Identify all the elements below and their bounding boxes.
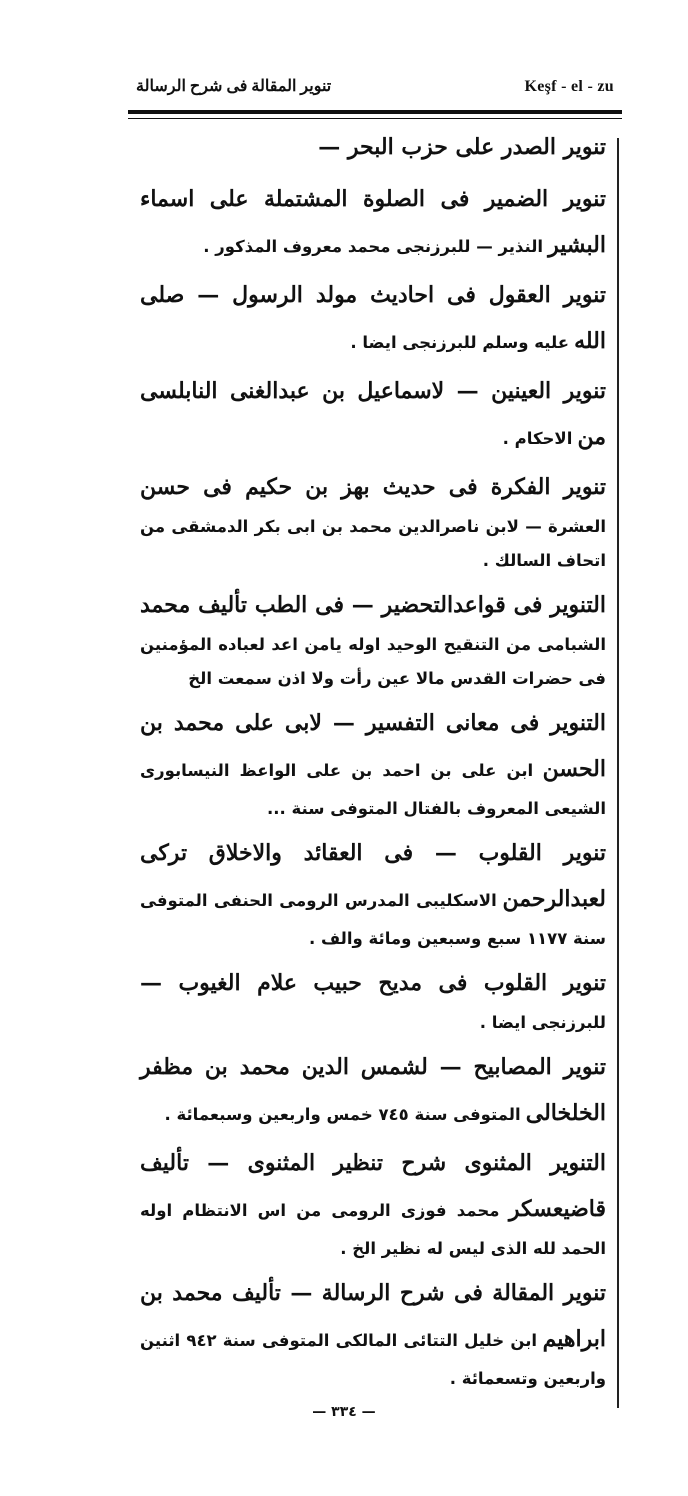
entry-description: للبرزنجى ايضا . bbox=[479, 1013, 606, 1032]
entry bbox=[140, 176, 606, 268]
running-title: تنوير المقالة فى شرح الرسالة bbox=[136, 78, 332, 95]
entry-title: تنوير المقالة فى شرح الرسالة — تأليف محمد بن ابراهيم bbox=[140, 1280, 606, 1352]
entry-title: تنوير القلوب — فى العقائد والاخلاق تركى لعبدالرحمن bbox=[140, 840, 606, 912]
page-header bbox=[128, 68, 622, 108]
entry bbox=[140, 272, 606, 364]
entry-title: تنوير القلوب فى مديح حبيب علام الغيوب — bbox=[140, 970, 606, 996]
margin-line bbox=[617, 138, 619, 1408]
entry-description: الاسكليبى المدرس الرومى الحنفى المتوفى سنة ١١٧٧ سبع وسبعين ومائة والف . bbox=[140, 891, 606, 948]
entry bbox=[140, 124, 606, 172]
entry-title: تنوير العينين — لاسماعيل بن عبدالغنى النابلسى من bbox=[140, 378, 606, 450]
entry-title: تنوير الفكرة فى حديث بهز بن حكيم فى حسن bbox=[140, 474, 606, 500]
entry-description: النذير — للبرزنجى محمد معروف المذكور . bbox=[203, 237, 544, 256]
entry-title: التنوير فى معانى التفسير — لابى على محمد بن الحسن bbox=[140, 710, 606, 782]
book-title: Keşf - el - zu bbox=[524, 78, 614, 95]
entry-description: عليه وسلم للبرزنجى ايضا . bbox=[350, 333, 569, 352]
entry-description: الشبامى من التنقيح الوحيد اوله يامن اعد لعباده المؤمنين فى حضرات القدس مالا عين رأت ولا اذن سمعت الخ bbox=[140, 635, 606, 688]
entry-description: المتوفى سنة ٧٤٥ خمس واربعين وسبعمائة . bbox=[164, 1105, 521, 1124]
entries-list bbox=[140, 124, 606, 1400]
entry bbox=[140, 1044, 606, 1136]
page-number: — ٣٣٤ — bbox=[312, 1404, 376, 1420]
entry-description: الاحكام . bbox=[502, 429, 573, 448]
entry bbox=[140, 368, 606, 460]
entry-title: تنوير العقول فى احاديث مولد الرسول — صلى الله bbox=[140, 282, 606, 354]
entry-description: ابن على بن احمد بن على الواعظ النيسابورى الشيعى المعروف بالفتال المتوفى سنة ... bbox=[140, 761, 606, 818]
entry-title: تنوير الضمير فى الصلوة المشتملة على اسماء البشير bbox=[140, 186, 606, 258]
entry-description: العشرة — لابن ناصرالدين محمد بن ابى بكر الدمشقى من اتحاف السالك . bbox=[140, 517, 606, 570]
entry-description: ابن خليل التتائى المالكى المتوفى سنة ٩٤٢ اثنين واربعين وتسعمائة . bbox=[140, 1331, 606, 1388]
entry bbox=[140, 464, 606, 578]
entry bbox=[140, 582, 606, 696]
entry-title: التنوير فى قواعدالتحضير — فى الطب تأليف محمد bbox=[140, 592, 606, 618]
header-rule-thick bbox=[128, 110, 622, 114]
entry bbox=[140, 830, 606, 956]
entry-title: تنوير الصدر على حزب البحر — bbox=[318, 134, 606, 160]
entry bbox=[140, 960, 606, 1040]
entry-description: محمد فوزى الرومى من اس الانتظام اوله الحمد لله الذى ليس له نظير الخ . bbox=[140, 1201, 606, 1258]
entry bbox=[140, 1270, 606, 1396]
entry bbox=[140, 1140, 606, 1266]
entry-title: تنوير المصابيح — لشمس الدين محمد بن مظفر الخلخالى bbox=[140, 1054, 606, 1126]
entry bbox=[140, 700, 606, 826]
header-rule-thin bbox=[128, 118, 622, 119]
entry-title: التنوير المثنوى شرح تنظير المثنوى — تأليف قاضيعسكر bbox=[140, 1150, 606, 1222]
